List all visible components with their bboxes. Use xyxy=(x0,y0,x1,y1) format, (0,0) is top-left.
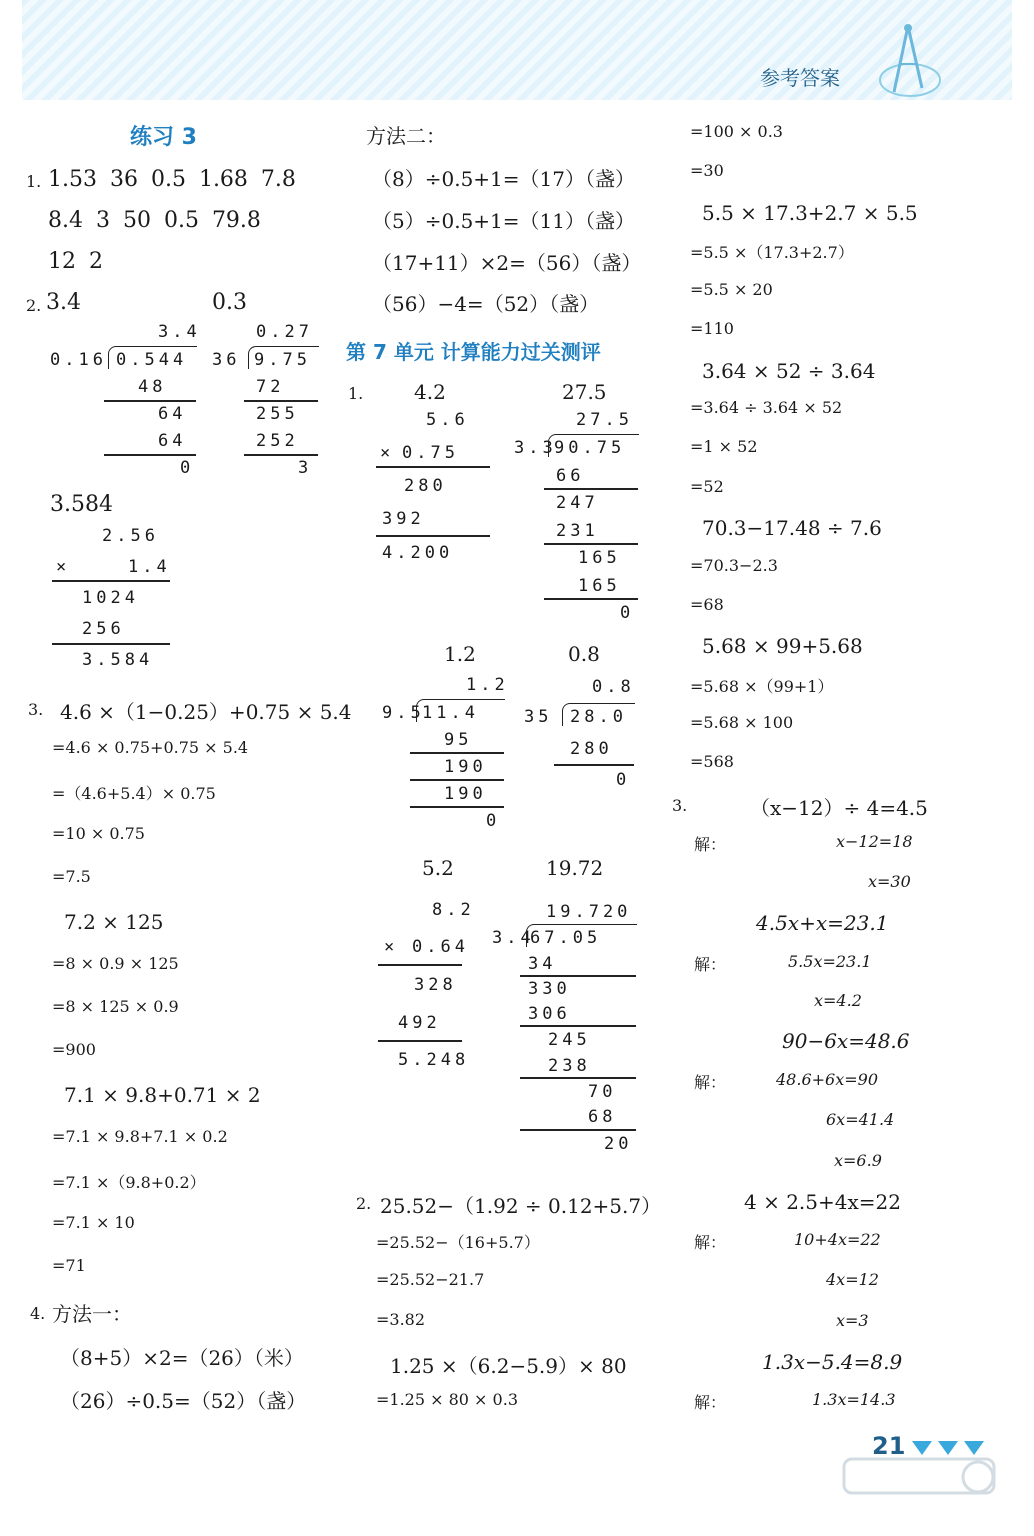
divC-divisor: 9.5 xyxy=(382,703,425,723)
eq3-s3: x=6.9 xyxy=(834,1151,882,1170)
mulA-p2: 392 xyxy=(382,509,425,529)
q1-line3: 12 2 xyxy=(48,249,103,274)
divB-divisor: 3.3 xyxy=(514,438,557,458)
right-step-6: 3.64 × 52 ÷ 3.64 xyxy=(702,359,876,383)
div2-step1: 72 xyxy=(256,377,285,397)
div1-remainder: 0 xyxy=(180,458,195,478)
right-step-11: =70.3−2.3 xyxy=(690,556,778,575)
mul1-times: × xyxy=(56,557,71,577)
header-title: 参考答案 xyxy=(760,66,840,90)
q3-label: 3. xyxy=(28,700,44,719)
q2-answer-3: 3.584 xyxy=(50,492,113,517)
mid-answer-3: 1.2 xyxy=(444,642,476,666)
q4-head: 方法一： xyxy=(52,1302,132,1326)
eq1-equation: （x−12）÷ 4=4.5 xyxy=(750,796,928,820)
mulA-p1: 280 xyxy=(404,476,447,496)
eq2-jie: 解： xyxy=(694,955,727,974)
mulA-m2: 0.75 xyxy=(402,443,459,463)
q3-step-13: =71 xyxy=(52,1256,86,1275)
right-step-8: =1 × 52 xyxy=(690,437,758,456)
mulE-m2: 0.64 xyxy=(412,937,469,957)
q3-step-8: =900 xyxy=(52,1040,96,1059)
divF-step7: 68 xyxy=(588,1107,617,1127)
div1-step1: 48 xyxy=(138,377,167,397)
div2-quotient: 0.27 xyxy=(256,322,313,342)
mulE-p1: 328 xyxy=(414,975,457,995)
triangle-icon-2 xyxy=(938,1441,958,1455)
mulE-m1: 8.2 xyxy=(432,900,475,920)
eq3-s1: 48.6+6x=90 xyxy=(776,1070,878,1089)
divB-step2: 247 xyxy=(556,493,599,513)
div2-divisor: 36 xyxy=(212,350,241,370)
q2-answer-1: 3.4 xyxy=(46,290,81,315)
mulE-times: × xyxy=(384,937,399,957)
q3-step-9: 7.1 × 9.8+0.71 × 2 xyxy=(64,1083,261,1107)
divB-step3: 231 xyxy=(556,521,599,541)
divF-divisor: 3.4 xyxy=(492,928,535,948)
eq2-equation: 4.5x+x=23.1 xyxy=(756,911,889,935)
q4-line1: （8+5）×2=（26）（米） xyxy=(60,1346,304,1370)
q3-step-4: =7.5 xyxy=(52,867,91,886)
q1-line1: 1.53 36 0.5 1.68 7.8 xyxy=(48,167,296,192)
eq5-s1: 1.3x=14.3 xyxy=(812,1390,896,1409)
div1-dividend: 0.544 xyxy=(116,350,188,370)
eq5-equation: 1.3x−5.4=8.9 xyxy=(762,1350,903,1374)
mid-q2-step-2: =25.52−21.7 xyxy=(376,1270,485,1289)
q3-step-6: =8 × 0.9 × 125 xyxy=(52,954,179,973)
q3-step-10: =7.1 × 9.8+7.1 × 0.2 xyxy=(52,1127,228,1146)
mid-q2-step-1: =25.52−（16+5.7） xyxy=(376,1233,540,1252)
divB-dividend: 90.75 xyxy=(554,438,626,458)
right-step-0: =100 × 0.3 xyxy=(690,122,783,141)
compass-icon xyxy=(872,22,942,102)
eq3-jie: 解： xyxy=(694,1073,727,1092)
q3-step-11: =7.1 ×（9.8+0.2） xyxy=(52,1173,206,1192)
mid-q2-step-4: 1.25 ×（6.2−5.9）× 80 xyxy=(390,1354,627,1378)
q3-step-1: =4.6 × 0.75+0.75 × 5.4 xyxy=(52,738,249,757)
div1-divisor: 0.16 xyxy=(50,350,107,370)
right-step-10: 70.3−17.48 ÷ 7.6 xyxy=(702,516,882,540)
div2-remainder: 3 xyxy=(298,458,313,478)
header-band xyxy=(22,0,1012,100)
triangle-icon-1 xyxy=(912,1441,932,1455)
div1-step3: 64 xyxy=(158,431,187,451)
eq4-jie: 解： xyxy=(694,1233,727,1252)
eq2-s1: 5.5x=23.1 xyxy=(788,952,872,971)
divF-step3: 306 xyxy=(528,1004,571,1024)
q4-label: 4. xyxy=(30,1304,46,1323)
q1-label: 1. xyxy=(26,172,42,191)
mid-answer-2: 27.5 xyxy=(562,380,607,404)
divB-step4: 165 xyxy=(578,548,621,568)
divB-quotient: 27.5 xyxy=(576,410,633,430)
eq3-s2: 6x=41.4 xyxy=(826,1110,895,1129)
eq5-jie: 解： xyxy=(694,1393,727,1412)
method2-head: 方法二： xyxy=(366,124,446,148)
unit-title: 第 7 单元 计算能力过关测评 xyxy=(346,340,601,364)
divD-quotient: 0.8 xyxy=(592,677,635,697)
mid-q2-step-3: =3.82 xyxy=(376,1310,426,1329)
right-q3-label: 3. xyxy=(672,796,688,815)
practice-title: 练习 3 xyxy=(130,125,197,150)
eq4-s3: x=3 xyxy=(836,1311,869,1330)
q3-step-3: =10 × 0.75 xyxy=(52,824,145,843)
divB-remainder: 0 xyxy=(620,603,635,623)
eq3-equation: 90−6x=48.6 xyxy=(782,1029,910,1053)
q2-answer-2: 0.3 xyxy=(212,290,247,315)
right-step-15: =5.68 × 100 xyxy=(690,713,794,732)
method2-line-0: （8）÷0.5+1=（17）（盏） xyxy=(372,167,635,191)
divF-step4: 245 xyxy=(548,1030,591,1050)
divD-divisor: 35 xyxy=(524,707,553,727)
right-step-2: 5.5 × 17.3+2.7 × 5.5 xyxy=(702,201,918,225)
mulE-result: 5.248 xyxy=(398,1050,470,1070)
divF-step2: 330 xyxy=(528,979,571,999)
triangle-icon-3 xyxy=(964,1441,984,1455)
divC-step1: 95 xyxy=(444,730,473,750)
eq4-equation: 4 × 2.5+4x=22 xyxy=(744,1190,901,1214)
mul1-m1: 2.56 xyxy=(102,526,159,546)
divD-dividend: 28.0 xyxy=(570,707,627,727)
eq2-s2: x=4.2 xyxy=(814,991,862,1010)
mid-q2-label: 2. xyxy=(356,1194,372,1213)
right-step-1: =30 xyxy=(690,161,724,180)
mulA-times: × xyxy=(380,443,395,463)
right-step-5: =110 xyxy=(690,319,734,338)
eq1-s2: x=30 xyxy=(868,872,911,891)
divF-remainder: 20 xyxy=(604,1134,633,1154)
divF-quotient: 19.720 xyxy=(546,902,632,922)
divF-step5: 238 xyxy=(548,1056,591,1076)
mid-answer-4: 0.8 xyxy=(568,642,600,666)
div2-step2: 255 xyxy=(256,404,299,424)
divF-step1: 34 xyxy=(528,954,557,974)
right-step-13: 5.68 × 99+5.68 xyxy=(702,634,863,658)
div2-dividend: 9.75 xyxy=(254,350,311,370)
mid-q1-label: 1. xyxy=(348,384,364,403)
divC-remainder: 0 xyxy=(486,811,501,831)
divC-step2: 190 xyxy=(444,757,487,777)
eq4-s2: 4x=12 xyxy=(826,1270,879,1289)
divB-step1: 66 xyxy=(556,466,585,486)
mid-answer-5: 5.2 xyxy=(422,856,454,880)
q3-step-7: =8 × 125 × 0.9 xyxy=(52,997,179,1016)
q3-step-0: 4.6 ×（1−0.25）+0.75 × 5.4 xyxy=(60,700,352,724)
eq4-s1: 10+4x=22 xyxy=(794,1230,881,1249)
q4-line2: （26）÷0.5=（52）（盏） xyxy=(60,1389,307,1413)
div1-step2: 64 xyxy=(158,404,187,424)
div1-quotient: 3.4 xyxy=(158,322,201,342)
divF-dividend: 67.05 xyxy=(530,928,602,948)
q3-step-12: =7.1 × 10 xyxy=(52,1213,135,1232)
divD-remainder: 0 xyxy=(616,770,631,790)
mulA-result: 4.200 xyxy=(382,543,454,563)
eq1-s1: x−12=18 xyxy=(836,832,913,851)
q1-line2: 8.4 3 50 0.5 79.8 xyxy=(48,208,261,233)
right-step-16: =568 xyxy=(690,752,734,771)
right-step-4: =5.5 × 20 xyxy=(690,280,773,299)
mid-answer-6: 19.72 xyxy=(546,856,604,880)
right-step-14: =5.68 ×（99+1） xyxy=(690,677,834,696)
mul1-p1: 1024 xyxy=(82,588,139,608)
watermark-logo xyxy=(840,1455,1010,1525)
mul1-m2: 1.4 xyxy=(128,557,171,577)
right-step-7: =3.64 ÷ 3.64 × 52 xyxy=(690,398,843,417)
method2-line-2: （17+11）×2=（56）（盏） xyxy=(372,251,642,275)
right-step-9: =52 xyxy=(690,477,724,496)
divC-dividend: 11.4 xyxy=(422,703,479,723)
divF-step6: 70 xyxy=(588,1082,617,1102)
mul1-result: 3.584 xyxy=(82,650,154,670)
right-step-12: =68 xyxy=(690,595,724,614)
divC-step3: 190 xyxy=(444,784,487,804)
q3-step-5: 7.2 × 125 xyxy=(64,910,164,934)
divD-step1: 280 xyxy=(570,739,613,759)
mid-q2-step-5: =1.25 × 80 × 0.3 xyxy=(376,1390,518,1409)
q2-label: 2. xyxy=(26,296,42,315)
mulE-p2: 492 xyxy=(398,1013,441,1033)
method2-line-3: （56）−4=（52）（盏） xyxy=(372,292,600,316)
divB-step5: 165 xyxy=(578,576,621,596)
mid-answer-1: 4.2 xyxy=(414,380,446,404)
page-number: 21 xyxy=(872,1432,906,1460)
right-step-3: =5.5 ×（17.3+2.7） xyxy=(690,243,854,262)
mid-q2-step-0: 25.52−（1.92 ÷ 0.12+5.7） xyxy=(380,1194,662,1218)
eq1-jie: 解： xyxy=(694,835,727,854)
q3-step-2: =（4.6+5.4）× 0.75 xyxy=(52,784,216,803)
mul1-p2: 256 xyxy=(82,619,125,639)
mulA-m1: 5.6 xyxy=(426,410,469,430)
div2-step3: 252 xyxy=(256,431,299,451)
divC-quotient: 1.2 xyxy=(466,675,509,695)
method2-line-1: （5）÷0.5+1=（11）（盏） xyxy=(372,209,635,233)
